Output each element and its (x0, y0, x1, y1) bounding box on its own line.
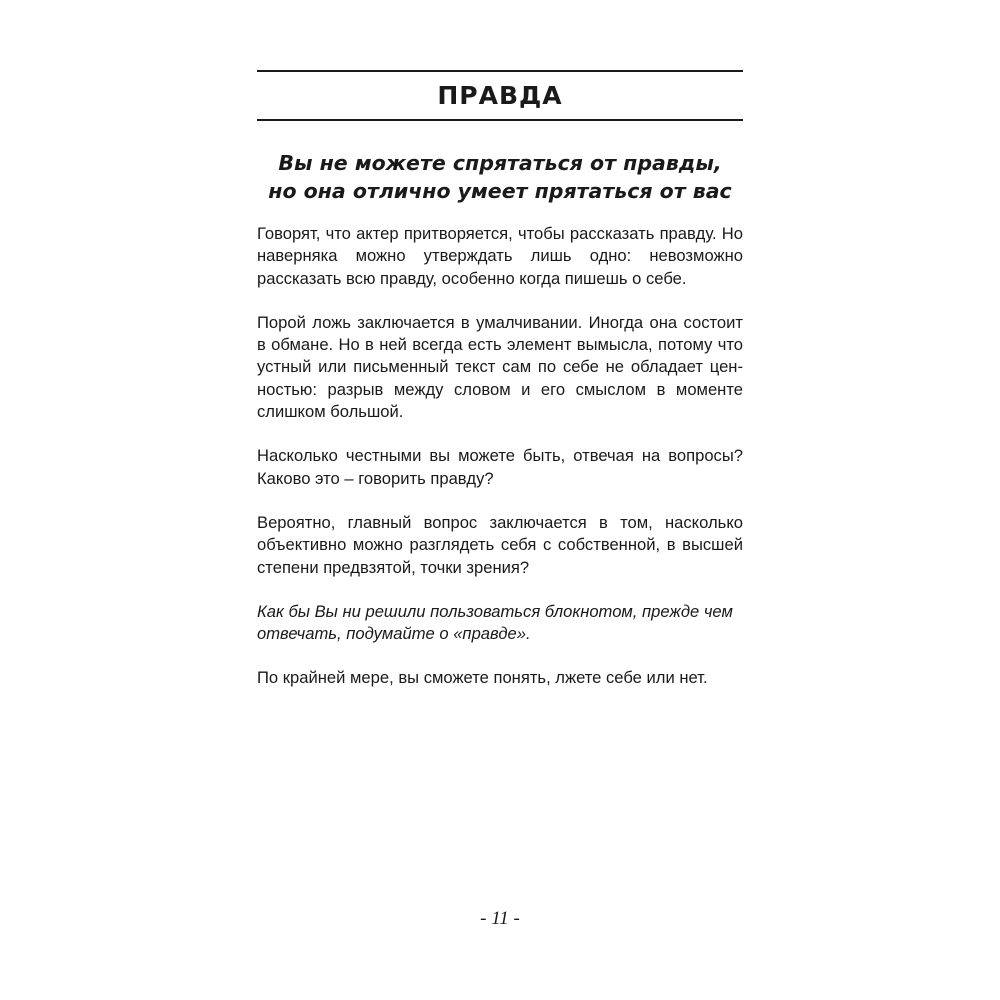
subtitle-line-2: но она отлично умеет прятаться от вас (268, 179, 732, 203)
chapter-subtitle (257, 149, 743, 205)
body-text (257, 223, 743, 690)
page-number: - 11 - (480, 908, 520, 929)
bottom-rule (257, 119, 743, 121)
paragraph-4: Вероятно, главный вопрос заключается в том, насколько объективно можно разглядеть себя с собственной, в высшей степени предвзятой, точки зрения? (257, 512, 743, 577)
page-content (257, 70, 743, 712)
paragraph-5-italic: Как бы Вы ни решили пользоваться блокнотом, прежде чем отвечать, подумайте о «правде». (257, 601, 733, 644)
paragraph-3: Насколько честными вы можете быть, отвечая на вопросы? Каково это – говорить правду? (257, 446, 743, 488)
paragraph-1: Говорят, что актер притворяется, чтобы рассказать правду. Но наверняка можно утверждать лишь одно: невозможно рассказать всю правду, особенно когда пишешь о себе. (257, 224, 743, 288)
paragraph-2: Порой ложь заключается в умалчивании. Иногда она состоит в обмане. Но в ней всегда есть элемент вымысла, потому что устный или письменный текст сам по себе не обладает ценностью: разрыв между словом и его смыслом в моменте слишком большой. (257, 312, 743, 422)
chapter-title: ПРАВДА (437, 81, 563, 110)
subtitle-line-1: Вы не можете спрятаться от правды, (278, 151, 722, 175)
paragraph-6: По крайней мере, вы сможете понять, лжете себе или нет. (257, 668, 708, 688)
